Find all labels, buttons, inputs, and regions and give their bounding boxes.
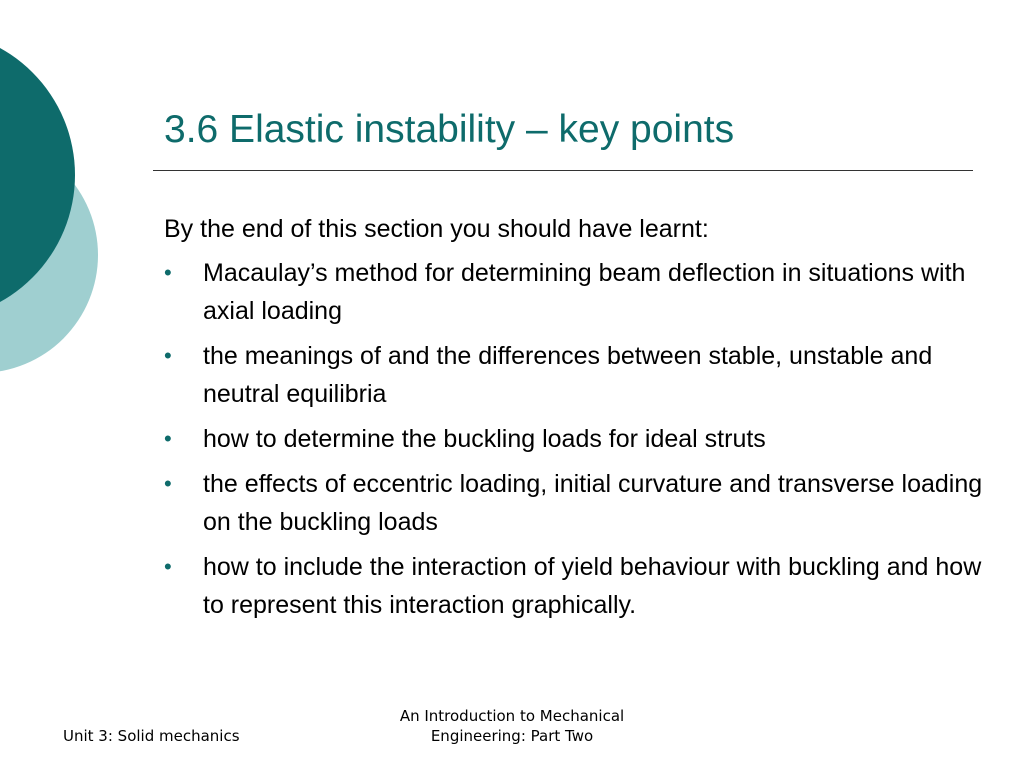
intro-text: By the end of this section you should have learnt:: [164, 215, 709, 243]
bullet-icon: •: [164, 471, 172, 496]
bullet-text: how to determine the buckling loads for ideal struts: [203, 425, 766, 453]
bullet-text: the meanings of and the differences between stable, unstable and neutral equilibria: [203, 342, 933, 408]
bullet-item: [164, 548, 984, 624]
bullet-item: [164, 465, 984, 541]
bullet-icon: •: [164, 426, 172, 451]
footer-course-line-2: Engineering: Part Two: [430, 727, 594, 745]
footer-unit: Unit 3: Solid mechanics: [63, 727, 240, 745]
decorative-circles: [0, 0, 120, 420]
footer-course: [362, 706, 662, 746]
bullet-text: the effects of eccentric loading, initial curvature and transverse loading on the buckling loads: [203, 470, 983, 536]
footer-course-line-1: An Introduction to Mechanical: [399, 707, 625, 725]
bullet-item: [164, 337, 984, 413]
key-points-list: [164, 254, 984, 624]
bullet-text: how to include the interaction of yield behaviour with buckling and how to represent this interaction graphically.: [203, 553, 982, 619]
bullet-text: Macaulay’s method for determining beam deflection in situations with axial loading: [203, 259, 966, 325]
slide-title: 3.6 Elastic instability – key points: [164, 108, 735, 151]
bullet-icon: •: [164, 260, 172, 285]
slide-body: [164, 210, 984, 631]
bullet-item: [164, 420, 984, 458]
bullet-item: [164, 254, 984, 330]
title-divider: [153, 170, 973, 171]
bullet-icon: •: [164, 554, 172, 579]
bullet-icon: •: [164, 343, 172, 368]
